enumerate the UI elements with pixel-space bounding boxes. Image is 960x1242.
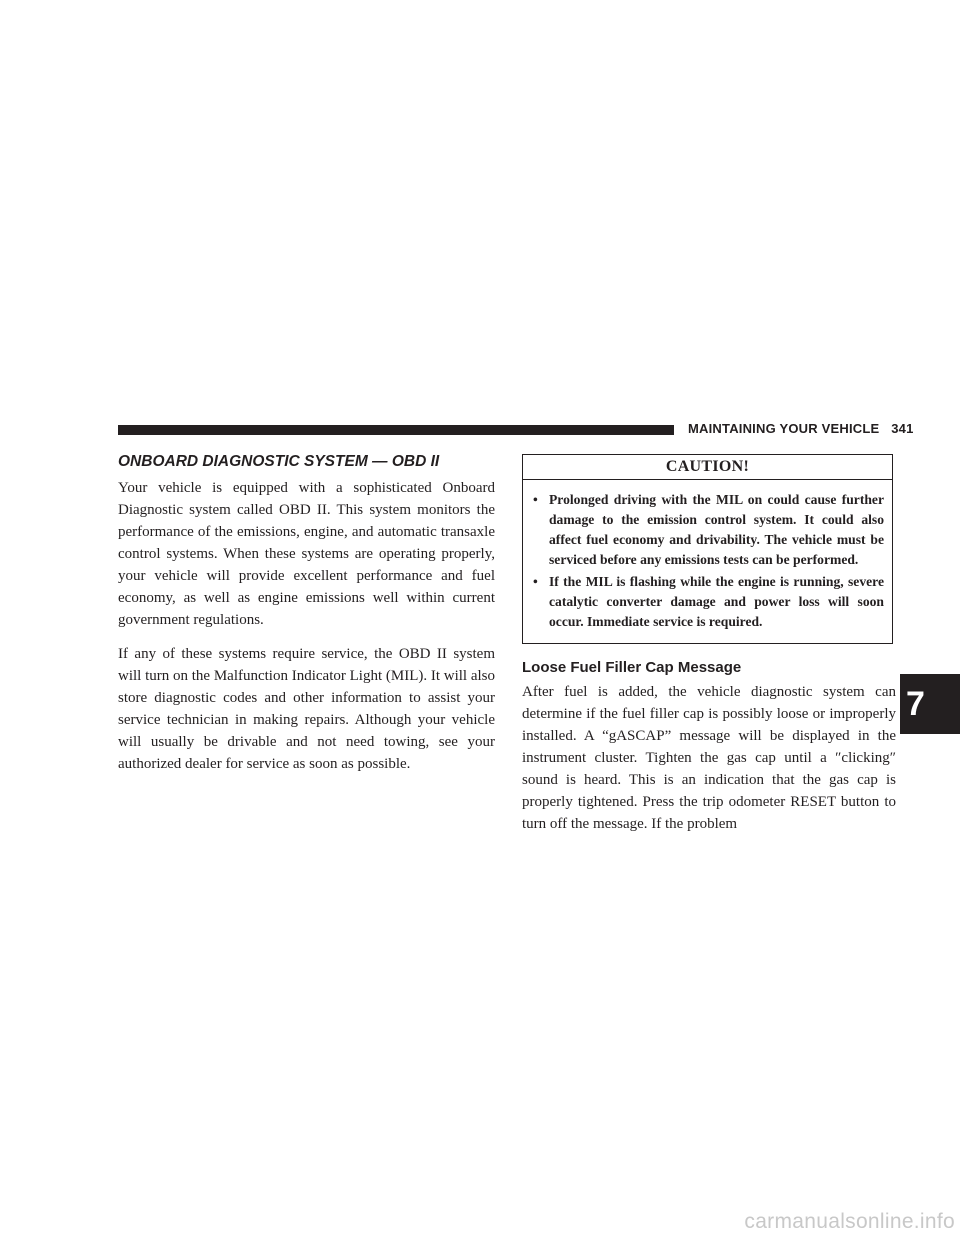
page-number: 341 (891, 421, 914, 436)
obd-paragraph-2: If any of these systems require service, the OBD II system will turn on the Malfunction Indicator Light (MIL). It will also store diagnostic codes and other information to assist your service technician in making repairs. Although your vehicle will usually be drivable and not need towing, see your authorized dealer for service as soon as possible. (118, 646, 496, 772)
caution-item-text: If the MIL is flashing while the engine is running, severe catalytic converter damage and power loss will soon occur. Immediate service is required. (549, 574, 884, 629)
caution-item (531, 572, 884, 632)
header-rule (118, 425, 674, 435)
running-header (688, 421, 914, 436)
caution-item (531, 490, 884, 570)
watermark: carmanualsonline.info (744, 1210, 955, 1233)
header-section-title: MAINTAINING YOUR VEHICLE (688, 421, 880, 436)
left-column (118, 452, 495, 787)
caution-list (531, 490, 884, 632)
caution-title: CAUTION! (523, 455, 892, 480)
fuel-cap-paragraph: After fuel is added, the vehicle diagnostic system can determine if the fuel filler cap is possibly loose or improperly installed. A “gASCAP” message will be displayed in the instrument cluster. Tighten the gas cap until a ″clicking″ sound is heard. This is an indication that the gas cap is properly tightened. Press the trip odometer RESET button to turn off the message. If the problem (522, 684, 896, 832)
bullet-icon: • (533, 574, 538, 589)
caution-item-text: Prolonged driving with the MIL on could cause further damage to the emission control system. It could also affect fuel economy and drivability. The vehicle must be serviced before any emissions tests can be performed. (549, 492, 884, 567)
caution-box (522, 454, 893, 644)
chapter-tab: 7 (900, 674, 960, 734)
obd-section-title: ONBOARD DIAGNOSTIC SYSTEM — OBD II (118, 453, 440, 470)
fuel-cap-section-title: Loose Fuel Filler Cap Message (522, 659, 742, 676)
bullet-icon: • (533, 492, 538, 507)
right-column (522, 454, 896, 847)
obd-paragraph-1: Your vehicle is equipped with a sophisticated Onboard Diagnostic system called OBD II. This system monitors the performance of the emissions, engine, and automatic transaxle control systems. When these systems are operating properly, your vehicle will provide excellent performance and fuel economy, as well as engine emissions well within current government regulations. (118, 480, 495, 628)
